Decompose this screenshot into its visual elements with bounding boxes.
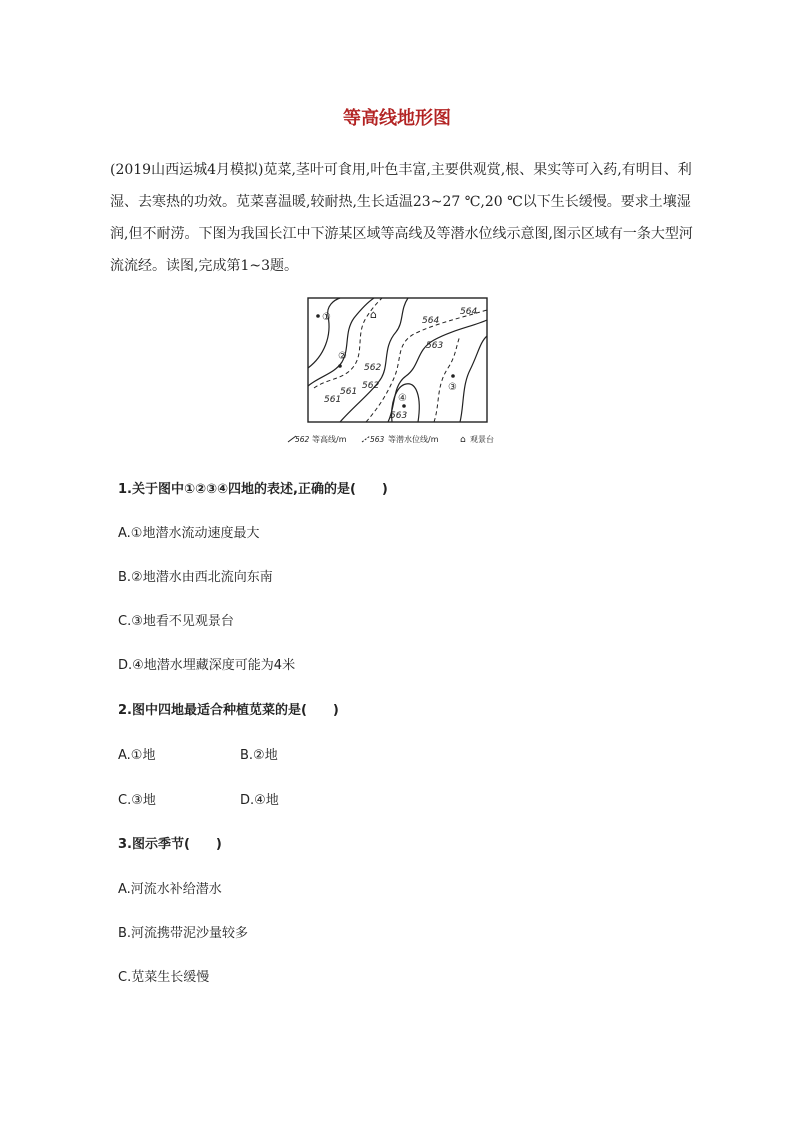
question-2-stem: 2.图中四地最适合种植苋菜的是( )	[118, 703, 339, 718]
point-4-label: ④	[398, 393, 407, 404]
question-1-option-b: B.②地潜水由西北流向东南	[118, 570, 273, 585]
question-1-option-c: C.③地看不见观景台	[118, 614, 234, 629]
question-3-option-b: B.河流携带泥沙量较多	[118, 926, 249, 941]
point-3-marker	[451, 374, 455, 378]
point-1-marker	[316, 314, 320, 318]
contour-label: 564	[460, 307, 478, 317]
point-2-marker	[338, 364, 342, 368]
question-1-option-d: D.④地潜水埋藏深度可能为4米	[118, 658, 296, 673]
contour-label: 562	[364, 363, 382, 373]
point-1-label: ①	[322, 312, 331, 323]
contour-line	[308, 298, 340, 368]
contour-label: 562	[362, 381, 380, 391]
contour-label: 564	[422, 316, 440, 326]
question-1-stem: 1.关于图中①②③④四地的表述,正确的是( )	[118, 482, 388, 497]
legend-contour-sample: 562	[295, 435, 310, 444]
contour-label: 563	[426, 341, 444, 351]
contour-line	[460, 336, 487, 422]
question-2-option-d: D.④地	[240, 793, 279, 808]
point-4-marker	[402, 404, 406, 408]
contour-label: 561	[324, 395, 342, 405]
question-2-option-a: A.①地	[118, 748, 156, 763]
point-2-label: ②	[338, 351, 347, 362]
legend-tower-label: 观景台	[470, 435, 494, 444]
legend-tower-icon: ⌂	[460, 435, 466, 445]
question-3-option-a: A.河流水补给潜水	[118, 882, 222, 897]
legend-water-sample: 563	[370, 435, 385, 444]
point-3-label: ③	[448, 382, 457, 393]
question-3-stem: 3.图示季节( )	[118, 837, 222, 852]
intro-paragraph: (2019山西运城4月模拟)苋菜,茎叶可食用,叶色丰富,主要供观赏,根、果实等可入药,有明目、利湿、去寒热的功效。苋菜喜温暖,较耐热,生长适温23~27 ℃,20 ℃以下生长缓慢。要求土壤湿润,但不耐涝。下图为我国长江中下游某区域等高线及等潜水位线示意图,图示区域有一条大型河流流经。读图,完成第1~3题。	[110, 162, 693, 274]
contour-label: 561	[340, 387, 358, 397]
question-1-option-a: A.①地潜水流动速度最大	[118, 526, 260, 541]
question-3-option-c: C.苋菜生长缓慢	[118, 970, 210, 985]
contour-map	[284, 296, 514, 450]
question-2-option-c: C.③地	[118, 793, 156, 808]
legend-water-label: 等潜水位线/m	[388, 435, 439, 444]
page-title: 等高线地形图	[343, 108, 451, 129]
map-legend	[288, 434, 494, 445]
observation-tower-icon: ⌂	[370, 308, 377, 321]
question-2-option-b: B.②地	[240, 748, 278, 763]
legend-contour-label: 等高线/m	[312, 435, 347, 444]
contour-label: 563	[390, 411, 408, 421]
